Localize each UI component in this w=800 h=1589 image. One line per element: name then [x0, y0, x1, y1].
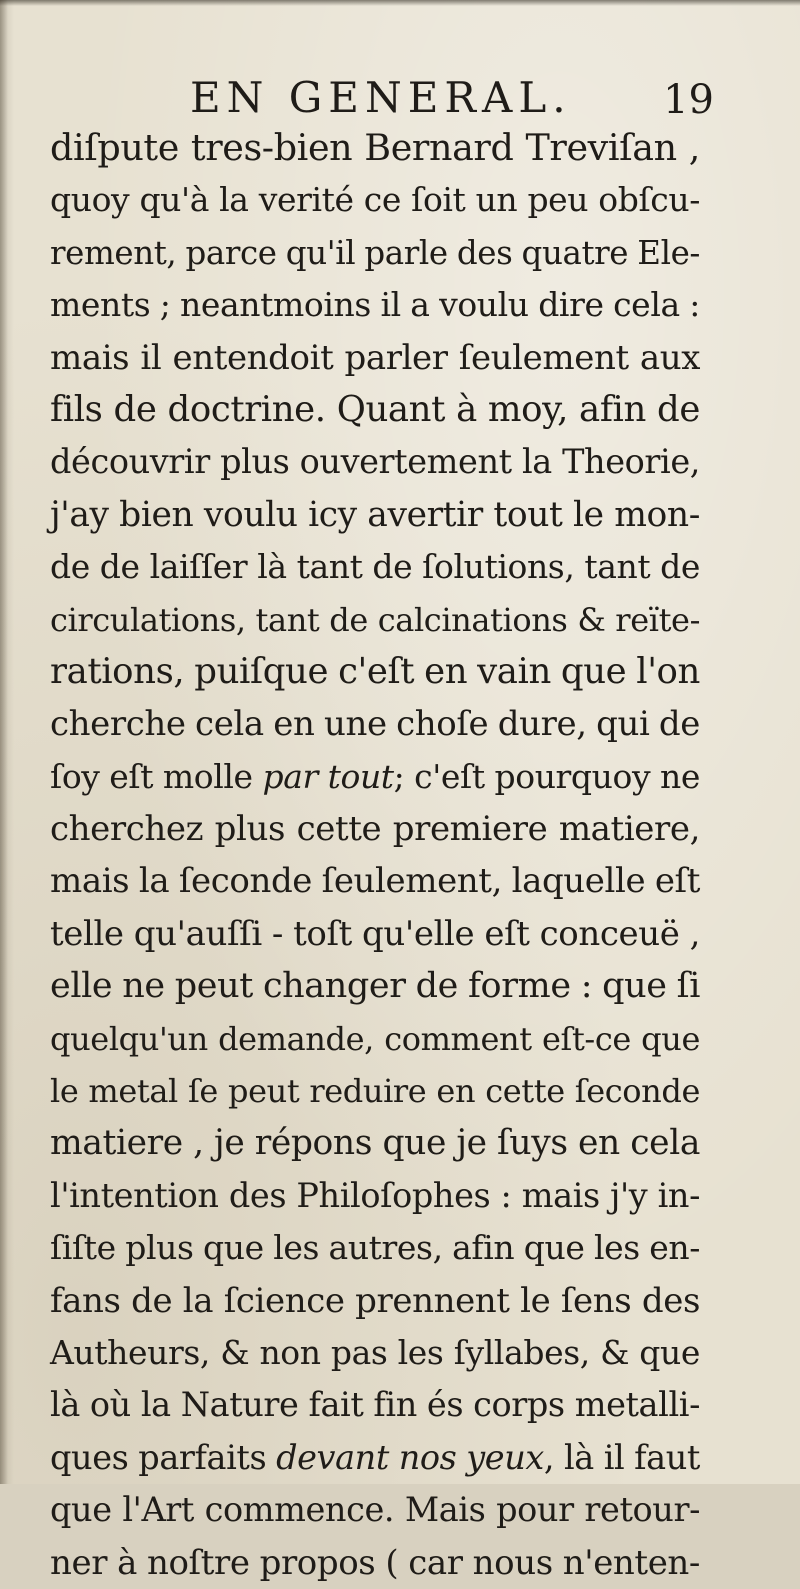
text-line: découvrir plus ouvertement la Theorie, — [50, 442, 700, 482]
text-line: diſpute tres-bien Bernard Treviſan , — [50, 126, 700, 169]
text-line: telle qu'auſſi - toſt qu'elle eſt conceuë , — [50, 913, 700, 954]
text-run: ſoy eſt molle — [50, 756, 263, 796]
running-head: EN GENERAL. — [190, 73, 572, 122]
text-line: cherche cela en une choſe dure, qui de — [50, 704, 700, 745]
text-line: que l'Art commence. Mais pour retour- — [50, 1490, 700, 1530]
text-line: circulations, tant de calcinations & reïte- — [50, 600, 700, 639]
text-line: j'ay bien voulu icy avertir tout le mon- — [50, 494, 700, 535]
text-line: de de laiſſer là tant de ſolutions, tant de — [50, 547, 700, 587]
text-line: elle ne peut changer de forme : que ſi — [50, 966, 700, 1007]
text-line: ments ; neantmoins il a voulu dire cela : — [50, 285, 700, 325]
text-run: ques parfaits — [50, 1437, 277, 1477]
text-line: mais la ſeconde ſeulement, laquelle eſt — [50, 861, 700, 902]
text-line: mais il entendoit parler ſeulement aux — [50, 337, 700, 378]
page-number: 19 — [663, 77, 714, 123]
page-gutter-shadow — [0, 0, 8, 1484]
text-line: l'intention des Philoſophes : mais j'y in- — [50, 1175, 700, 1215]
text-line: rement, parce qu'il parle des quatre Ele- — [50, 233, 700, 272]
body-text — [50, 122, 700, 1589]
text-line: ner à noſtre propos ( car nous n'enten- — [50, 1542, 700, 1583]
text-line: rations, puiſque c'eſt en vain que l'on — [50, 650, 700, 692]
italic-phrase: devant nos yeux — [276, 1437, 544, 1477]
text-line: Autheurs, & non pas les ſyllabes, & que — [50, 1332, 700, 1372]
text-run: , là il faut — [543, 1437, 700, 1477]
text-line — [50, 1432, 700, 1484]
text-run: ; c'eſt pourquoy ne — [393, 756, 700, 796]
text-line: quoy qu'à la verité ce ſoit un peu obſcu- — [50, 180, 700, 220]
text-line: quelqu'un demande, comment eſt-ce que — [50, 1019, 700, 1058]
text-line: ſiſte plus que les autres, afin que les en- — [50, 1228, 700, 1268]
text-line: le metal ſe peut reduire en cette ſeconde — [50, 1072, 700, 1111]
text-line: là où la Nature fait fin és corps metalli- — [50, 1385, 700, 1425]
text-line — [50, 751, 700, 803]
text-line: matiere , je répons que je ſuys en cela — [50, 1123, 700, 1164]
page-top-edge — [0, 0, 800, 6]
text-line: fils de doctrine. Quant à moy, afin de — [50, 388, 700, 430]
italic-phrase: par tout — [262, 756, 394, 796]
text-line: cherchez plus cette premiere matiere, — [50, 809, 700, 850]
text-line: fans de la ſcience prennent le ſens des — [50, 1280, 700, 1321]
